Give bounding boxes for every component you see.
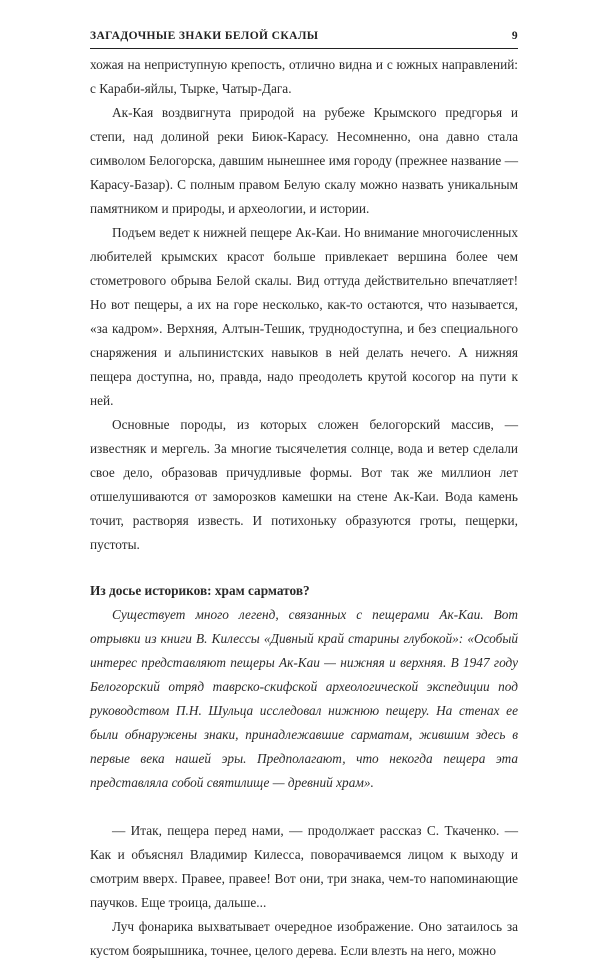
paragraph: Ак-Кая воздвигнута природой на рубеже Крымского предгорья и степи, над долиной реки Биюк-Карасу. Несомненно, она давно стала символом Белогорска, давшим нынешнее имя городу (прежнее название — Карасу-Базар). С полным правом Белую скалу можно назвать уникальным памятником и природы, и археологии, и истории.	[90, 105, 518, 216]
page-body	[90, 53, 518, 963]
paragraph: Луч фонарика выхватывает очередное изображение. Оно затаилось за кустом боярышника, точнее, целого дерева. Если влезть на него, можно	[90, 919, 518, 958]
paragraph: — Итак, пещера перед нами, — продолжает рассказ С. Ткаченко. — Как и объяснял Владимир Килесса, поворачиваемся лицом к выходу и смотрим вверх. Правее, правее! Вот они, три знака, чем-то напоминающие паучков. Еще троица, дальше...	[90, 823, 518, 910]
section-heading: Из досье историков: храм сарматов?	[90, 583, 310, 598]
running-head-title: ЗАГАДОЧНЫЕ ЗНАКИ БЕЛОЙ СКАЛЫ	[90, 30, 319, 42]
section-gap	[90, 795, 518, 819]
paragraph: Подъем ведет к нижней пещере Ак-Каи. Но внимание многочисленных любителей крымских красот больше привлекает вершина более чем стометрового обрыва Белой скалы. Вид оттуда действительно впечатляет! Но вот пещеры, а их на горе несколько, как-то остаются, что называется, «за кадром». Верхняя, Алтын-Тешик, труднодоступна, и без специального снаряжения и альпинистских навыков в ней делать нечего. А нижняя пещера доступна, но, правда, надо преодолеть крутой косогор на пути к ней.	[90, 225, 518, 408]
page-number: 9	[511, 30, 518, 42]
section-quote: Существует много легенд, связанных с пещерами Ак-Каи. Вот отрывки из книги В. Килессы «Дивный край старины глубокой»: «Особый интерес представляют пещеры Ак-Каи — нижняя и верхняя. В 1947 году Белогорский отряд таврско-скифской археологической экспедиции под руководством П.Н. Шульца исследовал нижнюю пещеру. На стенах ее были обнаружены знаки, принадлежавшие сарматам, жившим здесь в первые века нашей эры. Предполагают, что некогда пещера эта представляла собой святилище — древний храм».	[90, 607, 518, 790]
running-head	[90, 26, 518, 49]
section-gap	[90, 557, 518, 579]
paragraph: Основные породы, из которых сложен белогорский массив, — известняк и мергель. За многие тысячелетия солнце, вода и ветер сделали свое дело, образовав причудливые формы. Вот так же миллион лет отшелушиваются от заморозков камешки на стене Ак-Каи. Вода камень точит, растворяя известь. И потихоньку образуются гроты, пещерки, пустоты.	[90, 417, 518, 552]
paragraph: хожая на неприступную крепость, отлично видна и с южных направлений: с Караби-яйлы, Тырке, Чатыр-Дага.	[90, 57, 518, 96]
